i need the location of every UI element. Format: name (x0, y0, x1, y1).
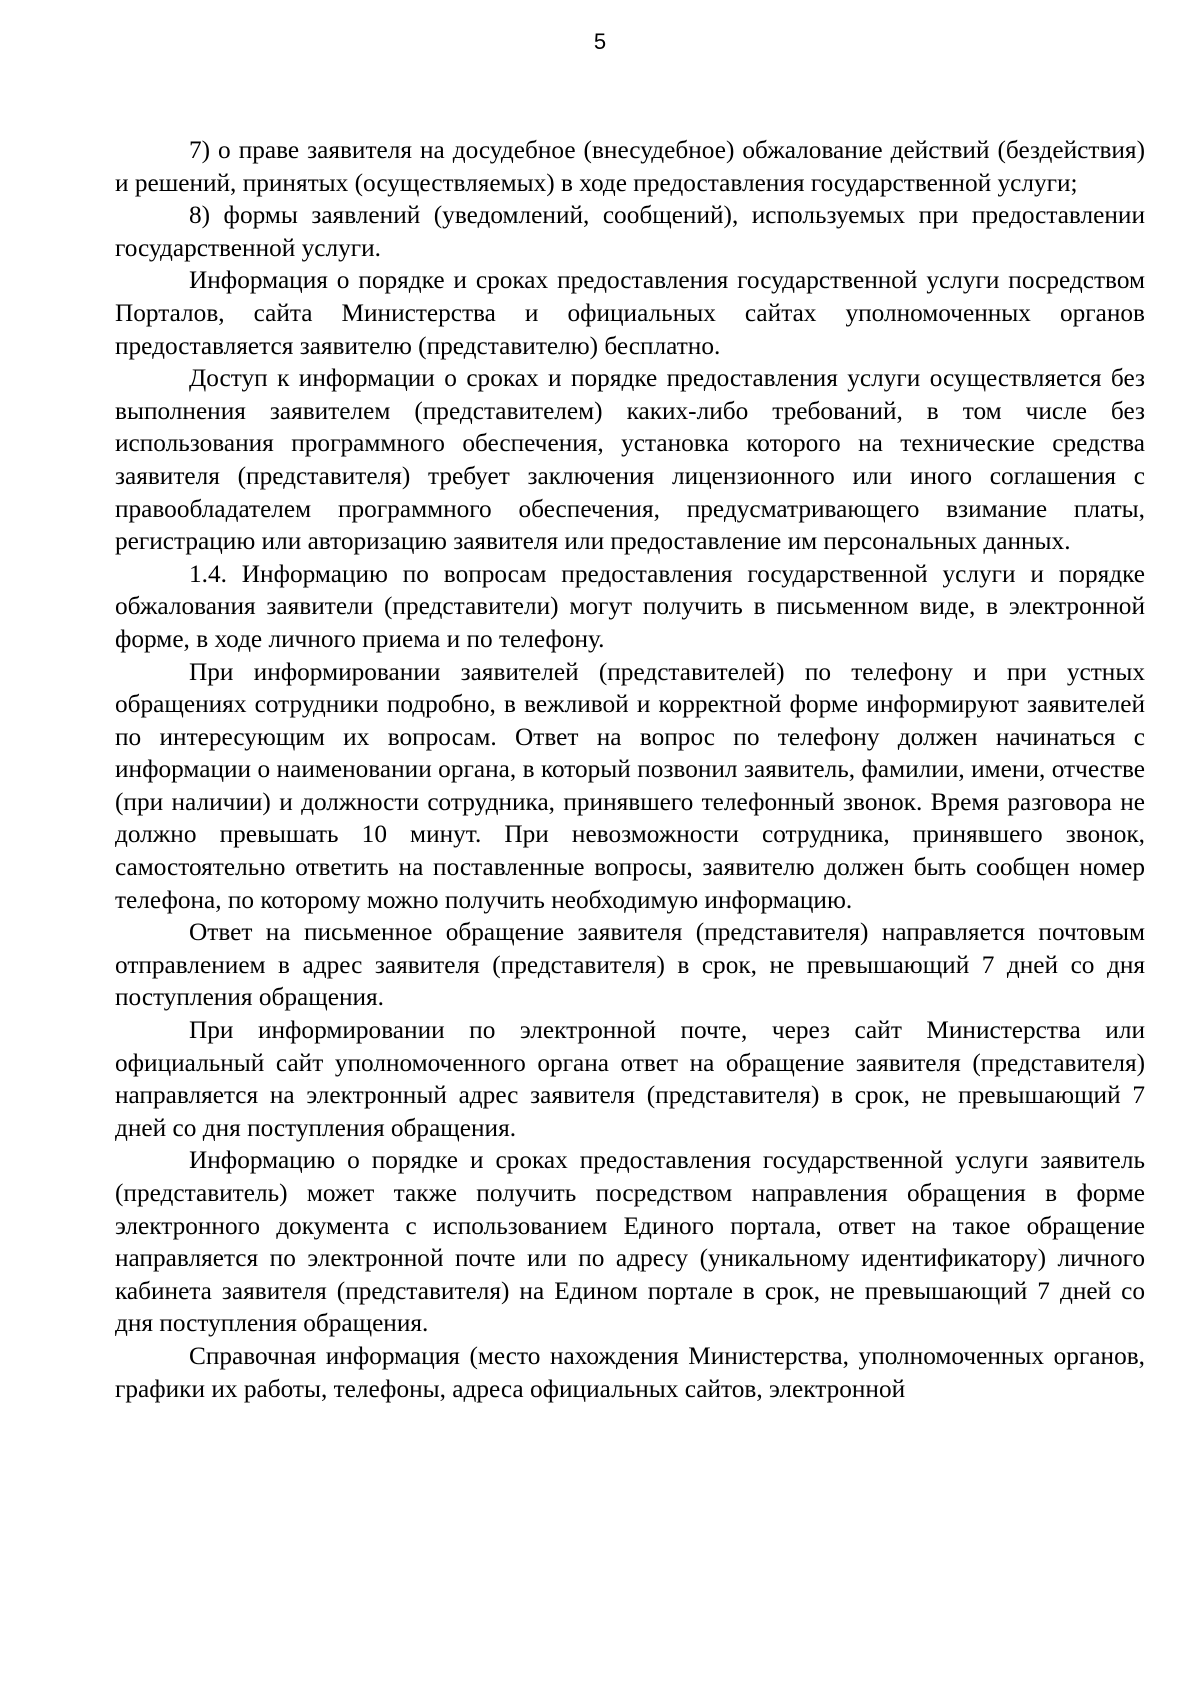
document-body (115, 134, 1145, 1405)
page-number: 5 (593, 29, 607, 54)
paragraph-unified-portal: Информацию о порядке и сроках предоставления государственной услуги заявитель (представитель) может также получить посредством направления обращения в форме электронного документа с использованием Единого портала, ответ на такое обращение направляется по электронной почте или по адресу (уникальному идентификатору) личного кабинета заявителя (представителя) на Едином портале в срок, не превышающий 7 дней со дня поступления обращения. (115, 1146, 1145, 1338)
paragraph-written-reply: Ответ на письменное обращение заявителя (представителя) направляется почтовым отправлением в адрес заявителя (представителя) в срок, не превышающий 7 дней со дня поступления обращения. (115, 918, 1145, 1012)
paragraph-portals-info: Информация о порядке и сроках предоставления государственной услуги посредством Порталов, сайта Министерства и официальных сайтах уполномоченных органов предоставляется заявителю (представителю) бесплатно. (115, 266, 1145, 360)
paragraph-item-8: 8) формы заявлений (уведомлений, сообщений), используемых при предоставлении государственной услуги. (115, 201, 1145, 262)
paragraph-item-7: 7) о праве заявителя на досудебное (внесудебное) обжалование действий (бездействия) и решений, принятых (осуществляемых) в ходе предоставления государственной услуги; (115, 136, 1145, 197)
paragraph-access-info: Доступ к информации о сроках и порядке предоставления услуги осуществляется без выполнения заявителем (представителем) каких-либо требований, в том числе без использования программного обеспечения, установка которого на технические средства заявителя (представителя) требует заключения лицензионного или иного соглашения с правообладателем программного обеспечения, предусматривающего взимание платы, регистрацию или авторизацию заявителя или предоставление им персональных данных. (115, 364, 1145, 556)
paragraph-section-1-4: 1.4. Информацию по вопросам предоставления государственной услуги и порядке обжалования заявители (представители) могут получить в письменном виде, в электронной форме, в ходе личного приема и по телефону. (115, 559, 1145, 653)
paragraph-reference-info: Справочная информация (место нахождения Министерства, уполномоченных органов, графики их работы, телефоны, адреса официальных сайтов, электронной (115, 1341, 1145, 1403)
paragraph-phone-info: При информировании заявителей (представителей) по телефону и при устных обращениях сотрудники подробно, в вежливой и корректной форме информируют заявителей по интересующим их вопросам. Ответ на вопрос по телефону должен начинаться с информации о наименовании органа, в который позвонил заявитель, фамилии, имени, отчестве (при наличии) и должности сотрудника, принявшего телефонный звонок. Время разговора не должно превышать 10 минут. При невозможности сотрудника, принявшего звонок, самостоятельно ответить на поставленные вопросы, заявителю должен быть сообщен номер телефона, по которому можно получить необходимую информацию. (115, 657, 1145, 914)
paragraph-email-info: При информировании по электронной почте, через сайт Министерства или официальный сайт уполномоченного органа ответ на обращение заявителя (представителя) направляется на электронный адрес заявителя (представителя) в срок, не превышающий 7 дней со дня поступления обращения. (115, 1016, 1145, 1142)
